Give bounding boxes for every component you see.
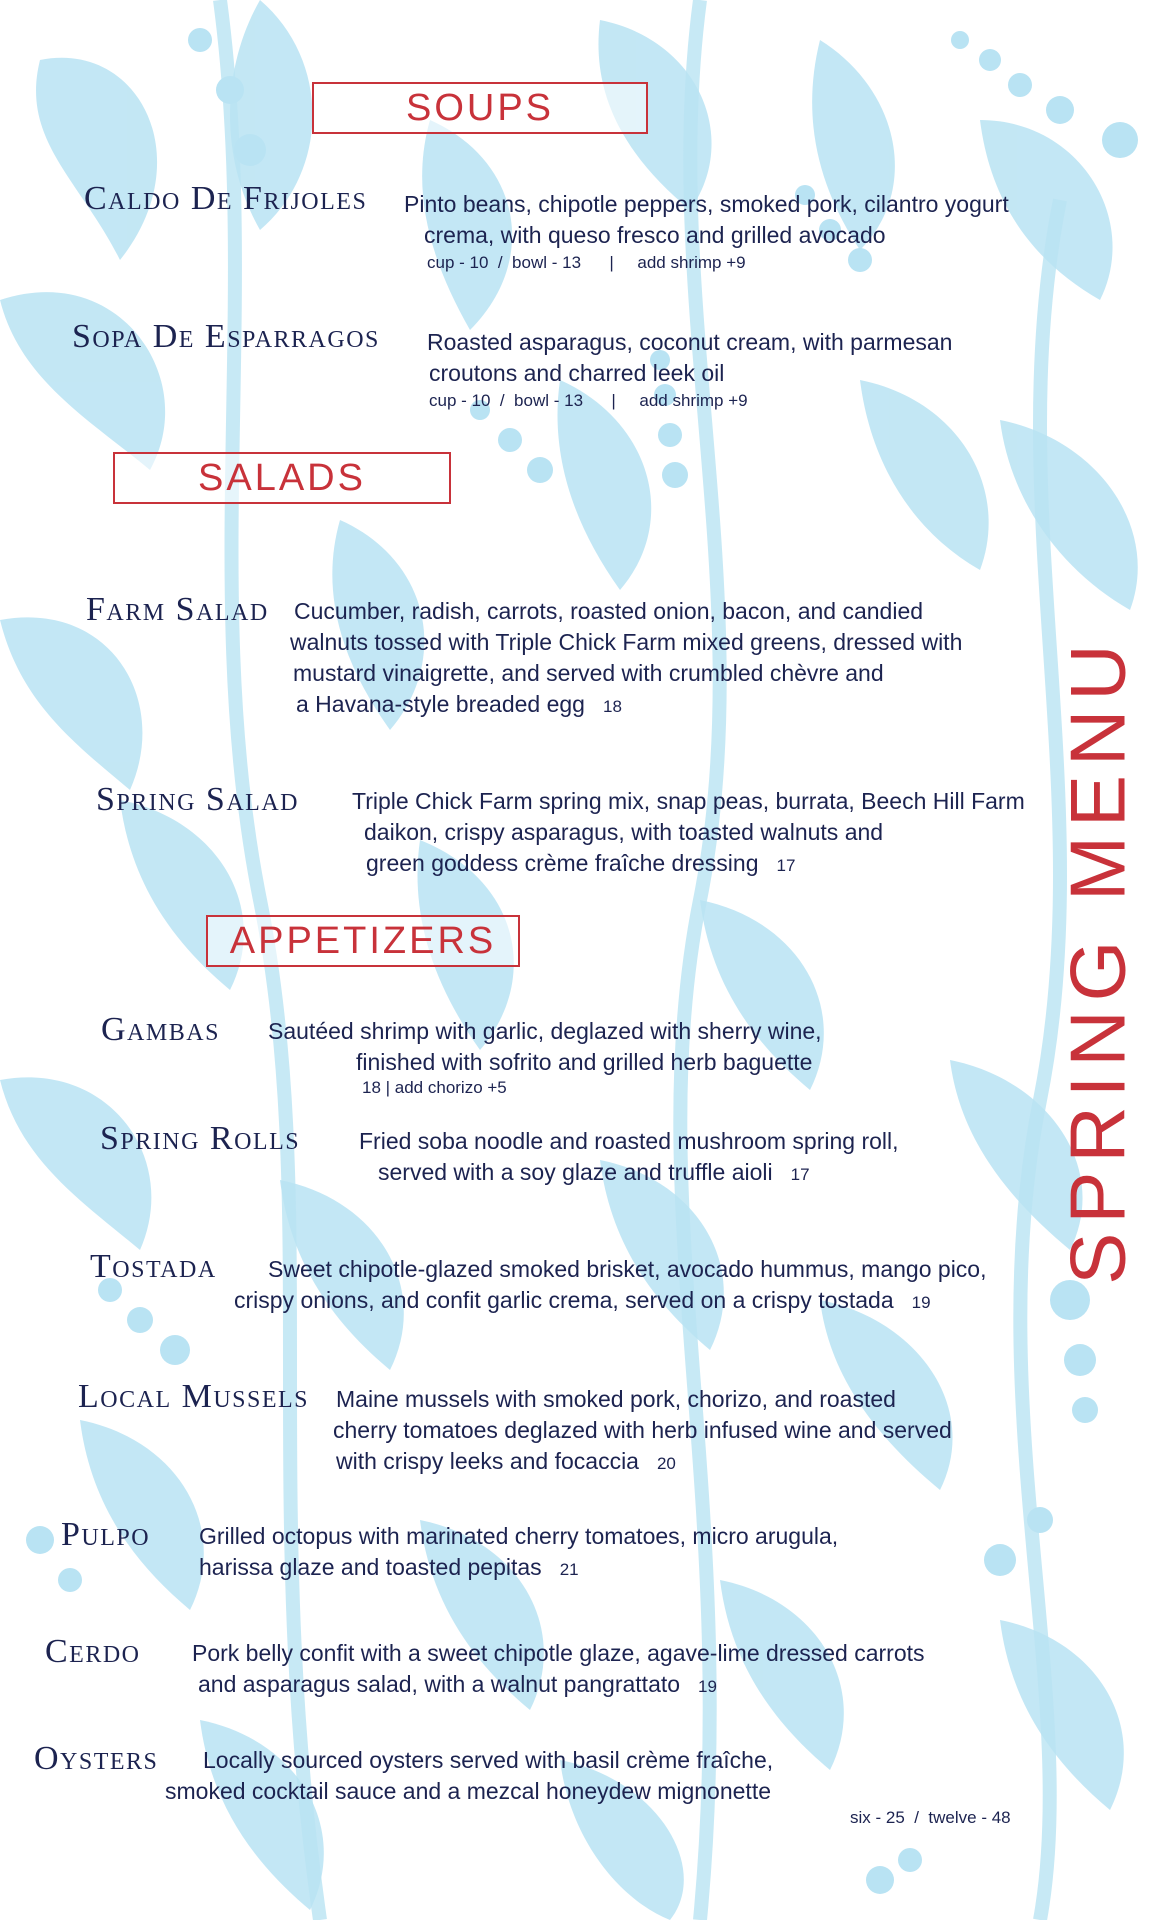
item-price-pulpo: 21 (559, 1560, 579, 1579)
item-desc-spring-rolls-line1: Fried soba noodle and roasted mushroom spring roll, (359, 1128, 899, 1154)
item-desc-cerdo-text: and asparagus salad, with a walnut pangrattato (198, 1671, 681, 1697)
item-desc-sopa-line1: Roasted asparagus, coconut cream, with parmesan (427, 329, 953, 355)
item-price-sopa: cup - 10 / bowl - 13 | add shrimp +9 (429, 391, 748, 410)
item-desc-farm-salad-line2: walnuts tossed with Triple Chick Farm mixed greens, dressed with (290, 629, 963, 655)
section-title-salads: SALADS (198, 456, 366, 499)
section-title-appetizers: APPETIZERS (229, 919, 497, 962)
item-desc-farm-salad-line3: mustard vinaigrette, and served with crumbled chèvre and (293, 660, 884, 686)
item-price-caldo: cup - 10 / bowl - 13 | add shrimp +9 (427, 253, 746, 272)
item-price-farm-salad: 18 (602, 697, 622, 716)
item-desc-pulpo-line1: Grilled octopus with marinated cherry tomatoes, micro arugula, (199, 1523, 839, 1549)
section-header-soups (312, 82, 648, 134)
item-name-sopa: Sopa De Esparragos (72, 318, 380, 355)
item-name-gambas: Gambas (101, 1011, 220, 1048)
item-desc-spring-rolls-text: served with a soy glaze and truffle aioli (378, 1159, 773, 1185)
item-desc-gambas-line1: Sautéed shrimp with garlic, deglazed with sherry wine, (268, 1018, 822, 1044)
section-title-soups: SOUPS (405, 86, 555, 129)
item-price-spring-rolls: 17 (790, 1165, 810, 1184)
item-desc-mussels-line2: cherry tomatoes deglazed with herb infused wine and served (333, 1417, 952, 1443)
item-desc-sopa-line2: croutons and charred leek oil (429, 360, 725, 386)
item-desc-farm-salad-line4 (296, 689, 622, 722)
item-name-spring-rolls: Spring Rolls (100, 1120, 301, 1157)
item-desc-mussels-text: with crispy leeks and focaccia (336, 1448, 639, 1474)
item-name-caldo: Caldo De Frijoles (84, 180, 368, 217)
item-desc-spring-rolls-line2 (378, 1157, 810, 1190)
item-desc-farm-salad-text: a Havana-style breaded egg (296, 691, 585, 717)
item-price-gambas: 18 | add chorizo +5 (362, 1078, 507, 1097)
item-desc-tostada-line2 (234, 1285, 931, 1318)
item-desc-cerdo-line2 (198, 1669, 717, 1702)
item-desc-caldo-line2: crema, with queso fresco and grilled avocado (424, 222, 886, 248)
item-desc-mussels-line1: Maine mussels with smoked pork, chorizo, and roasted (336, 1386, 896, 1412)
item-desc-oysters-line1: Locally sourced oysters served with basil crème fraîche, (203, 1747, 774, 1773)
item-desc-spring-salad-line3 (366, 848, 795, 881)
item-name-pulpo: Pulpo (61, 1516, 151, 1553)
item-name-farm-salad: Farm Salad (86, 591, 269, 628)
item-price-spring-salad: 17 (776, 856, 796, 875)
item-desc-farm-salad-line1: Cucumber, radish, carrots, roasted onion, bacon, and candied (294, 598, 924, 624)
item-desc-spring-salad-line2: daikon, crispy asparagus, with toasted walnuts and (364, 819, 884, 845)
item-desc-tostada-text: crispy onions, and confit garlic crema, served on a crispy tostada (234, 1287, 894, 1313)
item-desc-spring-salad-text: green goddess crème fraîche dressing (366, 850, 759, 876)
item-desc-pulpo-line2 (199, 1552, 579, 1585)
item-desc-tostada-line1: Sweet chipotle-glazed smoked brisket, avocado hummus, mango pico, (268, 1256, 987, 1282)
item-desc-cerdo-line1: Pork belly confit with a sweet chipotle glaze, agave-lime dressed carrots (192, 1640, 925, 1666)
item-price-cerdo: 19 (698, 1677, 717, 1696)
section-header-salads (113, 452, 451, 504)
item-desc-spring-salad-line1: Triple Chick Farm spring mix, snap peas, burrata, Beech Hill Farm (352, 788, 1025, 814)
item-name-mussels: Local Mussels (78, 1378, 310, 1415)
item-price-mussels: 20 (656, 1454, 676, 1473)
item-desc-caldo-line1: Pinto beans, chipotle peppers, smoked pork, cilantro yogurt (404, 191, 1009, 217)
section-header-appetizers (206, 915, 520, 967)
item-price-tostada: 19 (911, 1293, 931, 1312)
spring-menu-title: SPRING MENU (1053, 635, 1142, 1285)
item-price-oysters: six - 25 / twelve - 48 (850, 1808, 1011, 1827)
item-desc-pulpo-text: harissa glaze and toasted pepitas (199, 1554, 542, 1580)
item-name-tostada: Tostada (90, 1248, 217, 1285)
item-name-oysters: Oysters (34, 1740, 159, 1777)
item-desc-mussels-line3 (336, 1446, 676, 1479)
item-desc-oysters-line2: smoked cocktail sauce and a mezcal honeydew mignonette (165, 1778, 772, 1804)
item-name-spring-salad: Spring Salad (96, 781, 299, 818)
item-name-cerdo: Cerdo (45, 1633, 141, 1670)
item-desc-gambas-line2: finished with sofrito and grilled herb baguette (356, 1049, 813, 1075)
